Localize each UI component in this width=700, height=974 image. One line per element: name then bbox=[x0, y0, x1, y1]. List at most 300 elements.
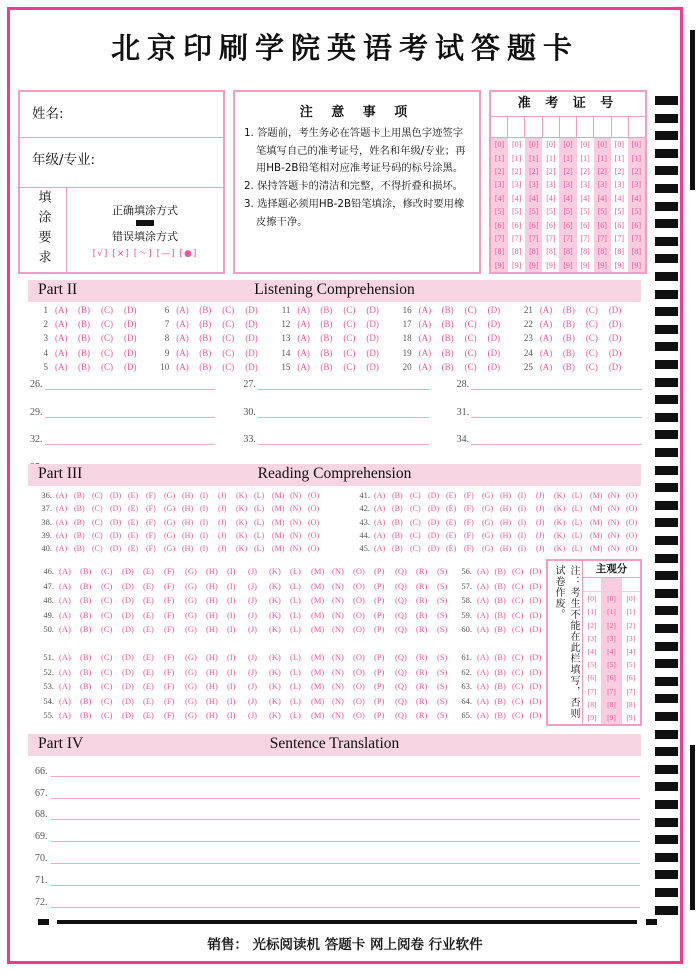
score-bubble-col3-7[interactable]: [7] bbox=[626, 686, 636, 696]
bubble-40-G[interactable]: (G) bbox=[164, 544, 176, 554]
bubble-52-P[interactable]: (P) bbox=[374, 666, 385, 677]
bubble-37-G[interactable]: (G) bbox=[164, 504, 176, 514]
bubble-19-C[interactable]: (C) bbox=[464, 347, 477, 358]
bubble-47-Q[interactable]: (Q) bbox=[395, 580, 407, 591]
bubble-38-E[interactable]: (E) bbox=[128, 517, 139, 527]
bubble-50-A[interactable]: (A) bbox=[59, 624, 71, 635]
bubble-50-Q[interactable]: (Q) bbox=[395, 624, 407, 635]
bubble-10-A[interactable]: (A) bbox=[176, 361, 189, 372]
bubble-46-C[interactable]: (C) bbox=[101, 566, 113, 576]
bubble-63-B[interactable]: (B) bbox=[494, 681, 506, 692]
bubble-55-D[interactable]: (D) bbox=[122, 710, 134, 721]
ticket-bubble-col7-8[interactable]: [8] bbox=[597, 247, 607, 257]
bubble-46-P[interactable]: (P) bbox=[374, 566, 385, 576]
bubble-54-Q[interactable]: (Q) bbox=[395, 695, 407, 706]
blank-line-31[interactable] bbox=[471, 389, 642, 417]
bubble-46-B[interactable]: (B) bbox=[80, 566, 92, 576]
bubble-49-Q[interactable]: (Q) bbox=[395, 609, 407, 620]
bubble-54-R[interactable]: (R) bbox=[416, 695, 428, 706]
bubble-21-C[interactable]: (C) bbox=[585, 305, 598, 315]
ticket-bubble-col6-5[interactable]: [5] bbox=[580, 207, 590, 217]
bubble-12-A[interactable]: (A) bbox=[297, 319, 310, 330]
ticket-bubble-col8-9[interactable]: [9] bbox=[614, 260, 624, 270]
bubble-5-D[interactable]: (D) bbox=[124, 361, 137, 372]
ticket-bubble-col6-0[interactable]: [0] bbox=[580, 140, 590, 150]
bubble-38-C[interactable]: (C) bbox=[92, 517, 103, 527]
bubble-47-L[interactable]: (L) bbox=[290, 580, 301, 591]
bubble-1-C[interactable]: (C) bbox=[101, 305, 113, 315]
bubble-14-D[interactable]: (D) bbox=[366, 347, 379, 358]
bubble-48-O[interactable]: (O) bbox=[353, 595, 365, 606]
bubble-52-L[interactable]: (L) bbox=[290, 666, 301, 677]
bubble-7-A[interactable]: (A) bbox=[176, 319, 189, 330]
bubble-24-B[interactable]: (B) bbox=[562, 347, 575, 358]
bubble-51-A[interactable]: (A) bbox=[59, 651, 71, 662]
ticket-write-cell-1[interactable] bbox=[491, 117, 508, 137]
ticket-bubble-col8-8[interactable]: [8] bbox=[614, 247, 624, 257]
ticket-bubble-col8-1[interactable]: [1] bbox=[614, 153, 624, 163]
bubble-55-H[interactable]: (H) bbox=[206, 710, 218, 721]
ticket-bubble-col3-6[interactable]: [6] bbox=[529, 220, 539, 230]
bubble-43-C[interactable]: (C) bbox=[410, 517, 421, 527]
bubble-44-I[interactable]: (I) bbox=[518, 530, 526, 540]
score-bubble-col3-3[interactable]: [3] bbox=[626, 633, 636, 643]
bubble-58-C[interactable]: (C) bbox=[512, 595, 524, 606]
bubble-37-M[interactable]: (M) bbox=[272, 504, 285, 514]
score-bubble-col3-5[interactable]: [5] bbox=[626, 660, 636, 670]
bubble-43-J[interactable]: (J) bbox=[536, 517, 545, 527]
ticket-bubble-col9-8[interactable]: [8] bbox=[631, 247, 642, 257]
bubble-52-Q[interactable]: (Q) bbox=[395, 666, 407, 677]
bubble-48-F[interactable]: (F) bbox=[164, 595, 175, 606]
bubble-36-D[interactable]: (D) bbox=[110, 491, 122, 500]
bubble-42-N[interactable]: (N) bbox=[608, 504, 620, 514]
translation-line-68[interactable] bbox=[51, 798, 641, 821]
bubble-45-G[interactable]: (G) bbox=[482, 544, 494, 554]
bubble-52-I[interactable]: (I) bbox=[227, 666, 236, 677]
ticket-bubble-col9-3[interactable]: [3] bbox=[631, 180, 642, 190]
bubble-15-C[interactable]: (C) bbox=[343, 361, 356, 372]
bubble-54-E[interactable]: (E) bbox=[143, 695, 154, 706]
bubble-39-J[interactable]: (J) bbox=[218, 530, 227, 540]
ticket-bubble-col4-5[interactable]: [5] bbox=[546, 207, 556, 217]
bubble-50-D[interactable]: (D) bbox=[122, 624, 134, 635]
bubble-7-D[interactable]: (D) bbox=[245, 319, 258, 330]
score-bubble-col2-1[interactable]: [1] bbox=[607, 607, 616, 617]
bubble-40-F[interactable]: (F) bbox=[146, 544, 156, 554]
bubble-46-I[interactable]: (I) bbox=[227, 566, 236, 576]
bubble-12-D[interactable]: (D) bbox=[366, 319, 379, 330]
bubble-4-D[interactable]: (D) bbox=[124, 347, 137, 358]
bubble-38-N[interactable]: (N) bbox=[290, 517, 302, 527]
bubble-45-C[interactable]: (C) bbox=[410, 544, 421, 554]
bubble-53-D[interactable]: (D) bbox=[122, 681, 134, 692]
bubble-54-F[interactable]: (F) bbox=[164, 695, 175, 706]
bubble-47-R[interactable]: (R) bbox=[416, 580, 428, 591]
blank-line-33[interactable] bbox=[258, 417, 429, 445]
bubble-51-S[interactable]: (S) bbox=[437, 651, 448, 662]
bubble-25-C[interactable]: (C) bbox=[585, 361, 598, 372]
bubble-3-C[interactable]: (C) bbox=[101, 333, 113, 344]
bubble-54-B[interactable]: (B) bbox=[80, 695, 92, 706]
bubble-48-N[interactable]: (N) bbox=[332, 595, 344, 606]
bubble-43-D[interactable]: (D) bbox=[428, 517, 440, 527]
bubble-45-F[interactable]: (F) bbox=[464, 544, 474, 554]
score-bubble-col1-2[interactable]: [2] bbox=[587, 620, 597, 630]
bubble-48-L[interactable]: (L) bbox=[290, 595, 301, 606]
bubble-53-S[interactable]: (S) bbox=[437, 681, 448, 692]
ticket-bubble-col3-7[interactable]: [7] bbox=[529, 234, 539, 244]
bubble-4-A[interactable]: (A) bbox=[55, 347, 68, 358]
bubble-2-A[interactable]: (A) bbox=[55, 319, 68, 330]
bubble-39-N[interactable]: (N) bbox=[290, 530, 302, 540]
bubble-45-B[interactable]: (B) bbox=[392, 544, 403, 554]
ticket-bubble-col8-4[interactable]: [4] bbox=[614, 193, 624, 203]
bubble-60-B[interactable]: (B) bbox=[494, 624, 506, 635]
bubble-21-A[interactable]: (A) bbox=[539, 305, 553, 315]
bubble-56-A[interactable]: (A) bbox=[477, 566, 489, 576]
bubble-44-E[interactable]: (E) bbox=[446, 530, 457, 540]
bubble-8-B[interactable]: (B) bbox=[199, 333, 212, 344]
bubble-50-B[interactable]: (B) bbox=[80, 624, 92, 635]
bubble-59-A[interactable]: (A) bbox=[477, 609, 489, 620]
bubble-54-K[interactable]: (K) bbox=[269, 695, 281, 706]
score-bubble-col3-9[interactable]: [9] bbox=[626, 712, 636, 722]
ticket-bubble-col7-2[interactable]: [2] bbox=[597, 167, 607, 177]
bubble-53-M[interactable]: (M) bbox=[311, 681, 325, 692]
bubble-39-L[interactable]: (L) bbox=[254, 530, 265, 540]
bubble-41-M[interactable]: (M) bbox=[590, 491, 603, 500]
bubble-45-O[interactable]: (O) bbox=[626, 544, 638, 554]
bubble-52-H[interactable]: (H) bbox=[206, 666, 218, 677]
bubble-49-L[interactable]: (L) bbox=[290, 609, 301, 620]
bubble-59-D[interactable]: (D) bbox=[529, 609, 542, 620]
bubble-37-N[interactable]: (N) bbox=[290, 504, 302, 514]
ticket-bubble-col4-0[interactable]: [0] bbox=[546, 140, 556, 150]
bubble-40-A[interactable]: (A) bbox=[56, 544, 68, 554]
ticket-bubble-col8-6[interactable]: [6] bbox=[614, 220, 624, 230]
bubble-46-H[interactable]: (H) bbox=[206, 566, 218, 576]
bubble-40-E[interactable]: (E) bbox=[128, 544, 139, 554]
bubble-52-E[interactable]: (E) bbox=[143, 666, 154, 677]
bubble-37-E[interactable]: (E) bbox=[128, 504, 139, 514]
bubble-62-B[interactable]: (B) bbox=[494, 666, 506, 677]
bubble-50-R[interactable]: (R) bbox=[416, 624, 428, 635]
bubble-47-I[interactable]: (I) bbox=[227, 580, 236, 591]
bubble-55-Q[interactable]: (Q) bbox=[395, 710, 407, 721]
bubble-65-A[interactable]: (A) bbox=[477, 710, 489, 721]
bubble-20-A[interactable]: (A) bbox=[418, 361, 432, 372]
ticket-bubble-col2-7[interactable]: [7] bbox=[512, 234, 522, 244]
bubble-46-J[interactable]: (J) bbox=[248, 566, 257, 576]
bubble-48-P[interactable]: (P) bbox=[374, 595, 385, 606]
bubble-42-M[interactable]: (M) bbox=[590, 504, 603, 514]
bubble-11-D[interactable]: (D) bbox=[366, 305, 379, 315]
bubble-41-K[interactable]: (K) bbox=[554, 491, 566, 500]
bubble-47-P[interactable]: (P) bbox=[374, 580, 385, 591]
bubble-50-S[interactable]: (S) bbox=[437, 624, 448, 635]
bubble-43-B[interactable]: (B) bbox=[392, 517, 403, 527]
bubble-39-I[interactable]: (I) bbox=[200, 530, 208, 540]
ticket-bubble-col3-4[interactable]: [4] bbox=[529, 193, 539, 203]
bubble-54-M[interactable]: (M) bbox=[311, 695, 325, 706]
bubble-5-A[interactable]: (A) bbox=[55, 361, 68, 372]
bubble-55-O[interactable]: (O) bbox=[353, 710, 365, 721]
bubble-43-I[interactable]: (I) bbox=[518, 517, 526, 527]
bubble-14-A[interactable]: (A) bbox=[297, 347, 310, 358]
bubble-14-B[interactable]: (B) bbox=[320, 347, 333, 358]
bubble-7-C[interactable]: (C) bbox=[222, 319, 235, 330]
ticket-bubble-col7-6[interactable]: [6] bbox=[597, 220, 607, 230]
bubble-48-E[interactable]: (E) bbox=[143, 595, 154, 606]
bubble-50-M[interactable]: (M) bbox=[311, 624, 325, 635]
bubble-50-P[interactable]: (P) bbox=[374, 624, 385, 635]
blank-line-32[interactable] bbox=[45, 417, 216, 445]
bubble-36-O[interactable]: (O) bbox=[308, 491, 320, 500]
bubble-44-F[interactable]: (F) bbox=[464, 530, 474, 540]
bubble-44-H[interactable]: (H) bbox=[500, 530, 512, 540]
bubble-54-G[interactable]: (G) bbox=[185, 695, 197, 706]
bubble-41-F[interactable]: (F) bbox=[464, 491, 474, 500]
bubble-19-D[interactable]: (D) bbox=[487, 347, 501, 358]
score-bubble-col2-0[interactable]: [0] bbox=[607, 594, 616, 604]
bubble-15-A[interactable]: (A) bbox=[297, 361, 310, 372]
bubble-20-D[interactable]: (D) bbox=[487, 361, 501, 372]
bubble-58-A[interactable]: (A) bbox=[477, 595, 489, 606]
score-bubble-col2-3[interactable]: [3] bbox=[607, 633, 616, 643]
bubble-59-B[interactable]: (B) bbox=[494, 609, 506, 620]
bubble-37-D[interactable]: (D) bbox=[110, 504, 122, 514]
bubble-15-D[interactable]: (D) bbox=[366, 361, 379, 372]
bubble-49-G[interactable]: (G) bbox=[185, 609, 197, 620]
ticket-bubble-col5-2[interactable]: [2] bbox=[563, 167, 573, 177]
bubble-48-J[interactable]: (J) bbox=[248, 595, 257, 606]
bubble-45-D[interactable]: (D) bbox=[428, 544, 440, 554]
bubble-23-B[interactable]: (B) bbox=[562, 333, 575, 344]
bubble-54-L[interactable]: (L) bbox=[290, 695, 301, 706]
bubble-38-J[interactable]: (J) bbox=[218, 517, 227, 527]
bubble-25-D[interactable]: (D) bbox=[608, 361, 622, 372]
bubble-61-C[interactable]: (C) bbox=[512, 651, 524, 662]
bubble-2-D[interactable]: (D) bbox=[124, 319, 137, 330]
bubble-38-K[interactable]: (K) bbox=[236, 517, 248, 527]
bubble-47-E[interactable]: (E) bbox=[143, 580, 154, 591]
bubble-36-K[interactable]: (K) bbox=[236, 491, 248, 500]
bubble-55-S[interactable]: (S) bbox=[437, 710, 448, 721]
score-bubble-col1-6[interactable]: [6] bbox=[587, 673, 597, 683]
bubble-37-F[interactable]: (F) bbox=[146, 504, 156, 514]
bubble-38-L[interactable]: (L) bbox=[254, 517, 265, 527]
bubble-36-F[interactable]: (F) bbox=[146, 491, 156, 500]
ticket-bubble-col1-0[interactable]: [0] bbox=[494, 140, 505, 150]
bubble-42-D[interactable]: (D) bbox=[428, 504, 440, 514]
bubble-41-I[interactable]: (I) bbox=[518, 491, 526, 500]
bubble-55-I[interactable]: (I) bbox=[227, 710, 236, 721]
bubble-49-M[interactable]: (M) bbox=[311, 609, 325, 620]
bubble-45-K[interactable]: (K) bbox=[554, 544, 566, 554]
bubble-21-D[interactable]: (D) bbox=[608, 305, 622, 315]
bubble-62-C[interactable]: (C) bbox=[512, 666, 524, 677]
score-bubble-col1-5[interactable]: [5] bbox=[587, 660, 597, 670]
bubble-48-R[interactable]: (R) bbox=[416, 595, 428, 606]
bubble-51-N[interactable]: (N) bbox=[332, 651, 344, 662]
bubble-40-M[interactable]: (M) bbox=[272, 544, 285, 554]
ticket-bubble-col3-9[interactable]: [9] bbox=[529, 260, 539, 270]
bubble-38-D[interactable]: (D) bbox=[110, 517, 122, 527]
bubble-23-A[interactable]: (A) bbox=[539, 333, 553, 344]
bubble-9-A[interactable]: (A) bbox=[176, 347, 189, 358]
bubble-13-D[interactable]: (D) bbox=[366, 333, 379, 344]
bubble-64-B[interactable]: (B) bbox=[494, 695, 506, 706]
ticket-write-cell-5[interactable] bbox=[560, 117, 577, 137]
bubble-45-E[interactable]: (E) bbox=[446, 544, 457, 554]
bubble-43-N[interactable]: (N) bbox=[608, 517, 620, 527]
blank-line-29[interactable] bbox=[45, 389, 216, 417]
bubble-41-B[interactable]: (B) bbox=[392, 491, 403, 500]
bubble-44-A[interactable]: (A) bbox=[374, 530, 386, 540]
bubble-10-D[interactable]: (D) bbox=[245, 361, 258, 372]
bubble-39-A[interactable]: (A) bbox=[56, 530, 68, 540]
bubble-48-K[interactable]: (K) bbox=[269, 595, 281, 606]
score-bubble-col2-8[interactable]: [8] bbox=[607, 699, 616, 709]
bubble-60-C[interactable]: (C) bbox=[512, 624, 524, 635]
bubble-51-P[interactable]: (P) bbox=[374, 651, 385, 662]
bubble-11-B[interactable]: (B) bbox=[320, 305, 333, 315]
bubble-59-C[interactable]: (C) bbox=[512, 609, 524, 620]
ticket-bubble-col7-9[interactable]: [9] bbox=[597, 260, 607, 270]
bubble-21-B[interactable]: (B) bbox=[562, 305, 575, 315]
ticket-bubble-col7-1[interactable]: [1] bbox=[597, 153, 607, 163]
bubble-47-S[interactable]: (S) bbox=[437, 580, 448, 591]
bubble-46-K[interactable]: (K) bbox=[269, 566, 281, 576]
ticket-bubble-col2-6[interactable]: [6] bbox=[512, 220, 522, 230]
bubble-47-H[interactable]: (H) bbox=[206, 580, 218, 591]
ticket-bubble-col4-2[interactable]: [2] bbox=[546, 167, 556, 177]
bubble-39-B[interactable]: (B) bbox=[74, 530, 85, 540]
bubble-38-B[interactable]: (B) bbox=[74, 517, 85, 527]
bubble-38-A[interactable]: (A) bbox=[56, 517, 68, 527]
ticket-bubble-col7-4[interactable]: [4] bbox=[597, 193, 607, 203]
bubble-45-N[interactable]: (N) bbox=[608, 544, 620, 554]
bubble-55-C[interactable]: (C) bbox=[101, 710, 113, 721]
bubble-62-A[interactable]: (A) bbox=[477, 666, 489, 677]
bubble-19-B[interactable]: (B) bbox=[441, 347, 454, 358]
bubble-42-J[interactable]: (J) bbox=[536, 504, 545, 514]
bubble-49-C[interactable]: (C) bbox=[101, 609, 113, 620]
bubble-42-I[interactable]: (I) bbox=[518, 504, 526, 514]
ticket-bubble-col3-8[interactable]: [8] bbox=[529, 247, 539, 257]
bubble-52-J[interactable]: (J) bbox=[248, 666, 257, 677]
bubble-37-H[interactable]: (H) bbox=[182, 504, 194, 514]
bubble-9-C[interactable]: (C) bbox=[222, 347, 235, 358]
ticket-bubble-col3-3[interactable]: [3] bbox=[529, 180, 539, 190]
ticket-bubble-col7-0[interactable]: [0] bbox=[597, 140, 607, 150]
bubble-24-A[interactable]: (A) bbox=[539, 347, 553, 358]
bubble-6-A[interactable]: (A) bbox=[176, 305, 189, 315]
bubble-52-M[interactable]: (M) bbox=[311, 666, 325, 677]
ticket-bubble-col8-5[interactable]: [5] bbox=[614, 207, 624, 217]
ticket-bubble-col2-2[interactable]: [2] bbox=[512, 167, 522, 177]
bubble-51-J[interactable]: (J) bbox=[248, 651, 257, 662]
ticket-bubble-col1-4[interactable]: [4] bbox=[494, 193, 505, 203]
bubble-11-A[interactable]: (A) bbox=[297, 305, 310, 315]
score-bubble-col1-3[interactable]: [3] bbox=[587, 633, 597, 643]
bubble-53-L[interactable]: (L) bbox=[290, 681, 301, 692]
bubble-43-G[interactable]: (G) bbox=[482, 517, 494, 527]
bubble-42-O[interactable]: (O) bbox=[626, 504, 638, 514]
bubble-65-D[interactable]: (D) bbox=[529, 710, 542, 721]
bubble-39-D[interactable]: (D) bbox=[110, 530, 122, 540]
bubble-46-G[interactable]: (G) bbox=[185, 566, 197, 576]
bubble-48-B[interactable]: (B) bbox=[80, 595, 92, 606]
bubble-44-D[interactable]: (D) bbox=[428, 530, 440, 540]
bubble-20-C[interactable]: (C) bbox=[464, 361, 477, 372]
bubble-46-S[interactable]: (S) bbox=[437, 566, 448, 576]
score-bubble-col2-4[interactable]: [4] bbox=[607, 646, 616, 656]
bubble-38-M[interactable]: (M) bbox=[272, 517, 285, 527]
bubble-50-N[interactable]: (N) bbox=[332, 624, 344, 635]
bubble-37-C[interactable]: (C) bbox=[92, 504, 103, 514]
ticket-bubble-col4-7[interactable]: [7] bbox=[546, 234, 556, 244]
bubble-42-G[interactable]: (G) bbox=[482, 504, 494, 514]
bubble-42-A[interactable]: (A) bbox=[374, 504, 386, 514]
bubble-46-F[interactable]: (F) bbox=[164, 566, 175, 576]
bubble-55-G[interactable]: (G) bbox=[185, 710, 197, 721]
bubble-55-L[interactable]: (L) bbox=[290, 710, 301, 721]
bubble-57-D[interactable]: (D) bbox=[529, 580, 542, 591]
bubble-48-C[interactable]: (C) bbox=[101, 595, 113, 606]
bubble-47-O[interactable]: (O) bbox=[353, 580, 365, 591]
bubble-53-F[interactable]: (F) bbox=[164, 681, 175, 692]
bubble-40-H[interactable]: (H) bbox=[182, 544, 194, 554]
bubble-6-D[interactable]: (D) bbox=[245, 305, 258, 315]
bubble-53-N[interactable]: (N) bbox=[332, 681, 344, 692]
ticket-bubble-col3-1[interactable]: [1] bbox=[529, 153, 539, 163]
bubble-2-B[interactable]: (B) bbox=[78, 319, 90, 330]
bubble-53-J[interactable]: (J) bbox=[248, 681, 257, 692]
bubble-39-O[interactable]: (O) bbox=[308, 530, 320, 540]
bubble-23-D[interactable]: (D) bbox=[608, 333, 622, 344]
ticket-bubble-col9-0[interactable]: [0] bbox=[631, 140, 642, 150]
bubble-45-L[interactable]: (L) bbox=[572, 544, 583, 554]
bubble-12-C[interactable]: (C) bbox=[343, 319, 356, 330]
ticket-bubble-col4-9[interactable]: [9] bbox=[546, 260, 556, 270]
bubble-46-A[interactable]: (A) bbox=[59, 566, 71, 576]
bubble-53-B[interactable]: (B) bbox=[80, 681, 92, 692]
bubble-52-F[interactable]: (F) bbox=[164, 666, 175, 677]
bubble-47-C[interactable]: (C) bbox=[101, 580, 113, 591]
bubble-37-A[interactable]: (A) bbox=[56, 504, 68, 514]
translation-line-69[interactable] bbox=[51, 819, 641, 842]
bubble-53-P[interactable]: (P) bbox=[374, 681, 385, 692]
bubble-10-C[interactable]: (C) bbox=[222, 361, 235, 372]
bubble-52-G[interactable]: (G) bbox=[185, 666, 197, 677]
bubble-50-J[interactable]: (J) bbox=[248, 624, 257, 635]
ticket-bubble-col6-3[interactable]: [3] bbox=[580, 180, 590, 190]
bubble-17-C[interactable]: (C) bbox=[464, 319, 477, 330]
bubble-18-D[interactable]: (D) bbox=[487, 333, 501, 344]
bubble-1-A[interactable]: (A) bbox=[55, 305, 68, 315]
bubble-40-K[interactable]: (K) bbox=[236, 544, 248, 554]
bubble-9-D[interactable]: (D) bbox=[245, 347, 258, 358]
bubble-3-A[interactable]: (A) bbox=[55, 333, 68, 344]
bubble-37-L[interactable]: (L) bbox=[254, 504, 265, 514]
ticket-bubble-col9-2[interactable]: [2] bbox=[631, 167, 642, 177]
ticket-bubble-col6-8[interactable]: [8] bbox=[580, 247, 590, 257]
bubble-43-O[interactable]: (O) bbox=[626, 517, 638, 527]
bubble-46-O[interactable]: (O) bbox=[353, 566, 365, 576]
bubble-49-D[interactable]: (D) bbox=[122, 609, 134, 620]
